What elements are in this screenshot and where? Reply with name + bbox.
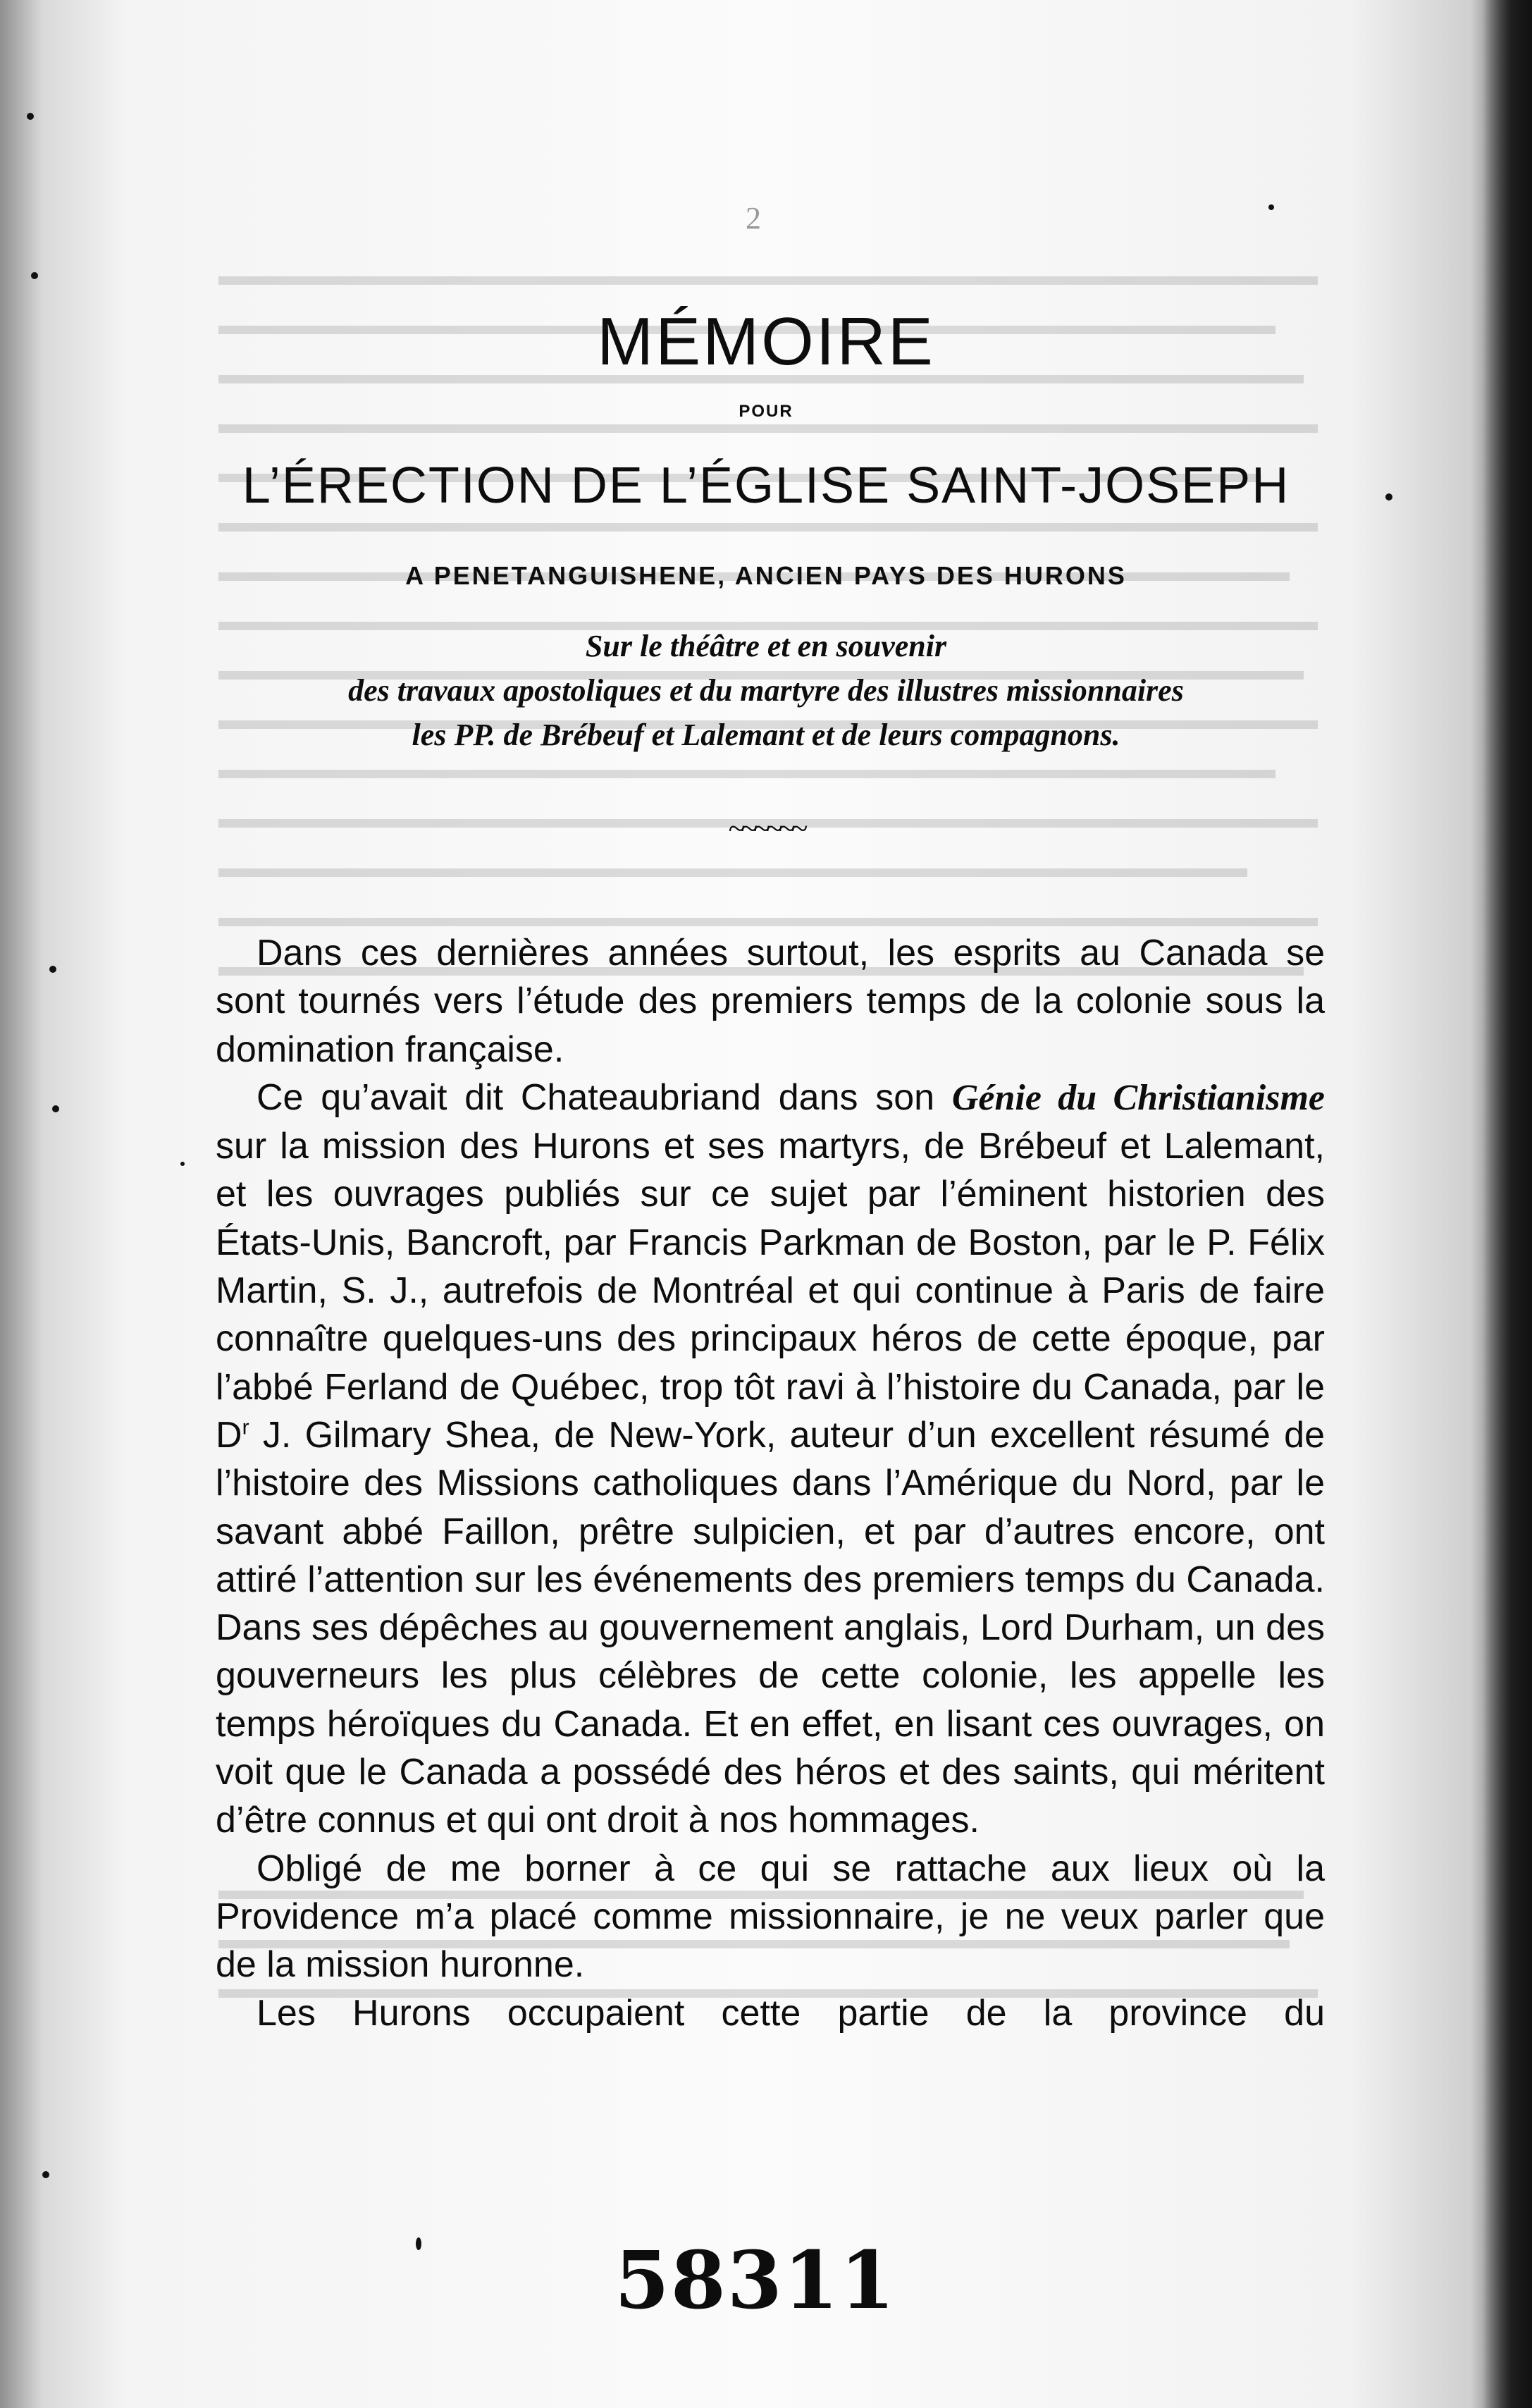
scan-speck [49,966,56,973]
body-text [216,929,1325,2037]
book-title: Génie du Christianisme [951,1077,1325,1118]
document-title: MÉMOIRE [597,304,935,379]
paragraph-text: Ce qu’avait dit Chateaubriand dans son [257,1076,952,1118]
paragraph: Obligé de me borner à ce qui se rattache aux lieux où la Providence m’a placé comme missionnaire, je ne veux parler que de la mission huronne. [216,1848,1325,1986]
scan-speck [52,1105,59,1112]
scan-speck [31,272,38,279]
scan-speck [416,2237,421,2250]
page-number: 2 [746,201,761,235]
dedication-line: les PP. de Brébeuf et Lalemant et de leurs compagnons. [412,718,1120,752]
paragraph: Dans ces dernières années surtout, les esprits au Canada se sont tournés vers l’étude des premiers temps de la colonie sous la domination française. [216,933,1325,1070]
scan-speck [1268,204,1274,210]
location-line: A PENETANGUISHENE, ANCIEN PAYS DES HURONS [405,561,1127,590]
paragraph [216,1074,1325,1845]
dedication-line: Sur le théâtre et en souvenir [585,629,947,663]
paragraph: Les Hurons occupaient cette partie de la province du [257,1992,1325,2034]
catalog-stamp-number: 58311 [614,2235,896,2327]
superscript: r [242,1415,249,1439]
scan-speck [42,2171,49,2178]
paragraph-text: J. Gilmary Shea, de New-York, auteur d’un excellent résumé de l’histoire des Missions catholiques dans l’Amérique du Nord, par le savant abbé Faillon, prêtre sulpicien, et par d’autres encore, ont attiré l’attention sur les événements des premiers temps du Canada. Dans ses dépêches au gouvernement anglais, Lord Durham, un des gouverneurs les plus célèbres de cette colonie, les appelle les temps héroïques du Canada. Et en effet, en lisant ces ouvrages, on voit que le Canada a possédé des héros et des saints, qui méritent d’être connus et qui ont droit à nos hommages. [216,1414,1325,1841]
ornament-divider: ~~~~~~ [728,811,804,846]
dedication-block [0,624,1532,757]
document-subtitle: L’ÉRECTION DE L’ÉGLISE SAINT-JOSEPH [242,457,1290,514]
scan-speck [180,1162,185,1166]
title-connector: POUR [739,402,793,421]
dedication-line: des travaux apostoliques et du martyre des illustres missionnaires [348,673,1184,708]
scan-speck [27,113,34,120]
paragraph-text: sur la mission des Hurons et ses martyrs, de Brébeuf et Lalemant, et les ouvrages publiés sur ce sujet par l’éminent historien des États-Unis, Bancroft, par Francis Parkman de Boston, par le P. Félix Martin, S. J., autrefois de Montréal et qui continue à Paris de faire connaître quelques-uns des principaux héros de cette époque, par l’abbé Ferland de Québec, trop tôt ravi à l’histoire du Canada, par le D [216,1126,1325,1456]
